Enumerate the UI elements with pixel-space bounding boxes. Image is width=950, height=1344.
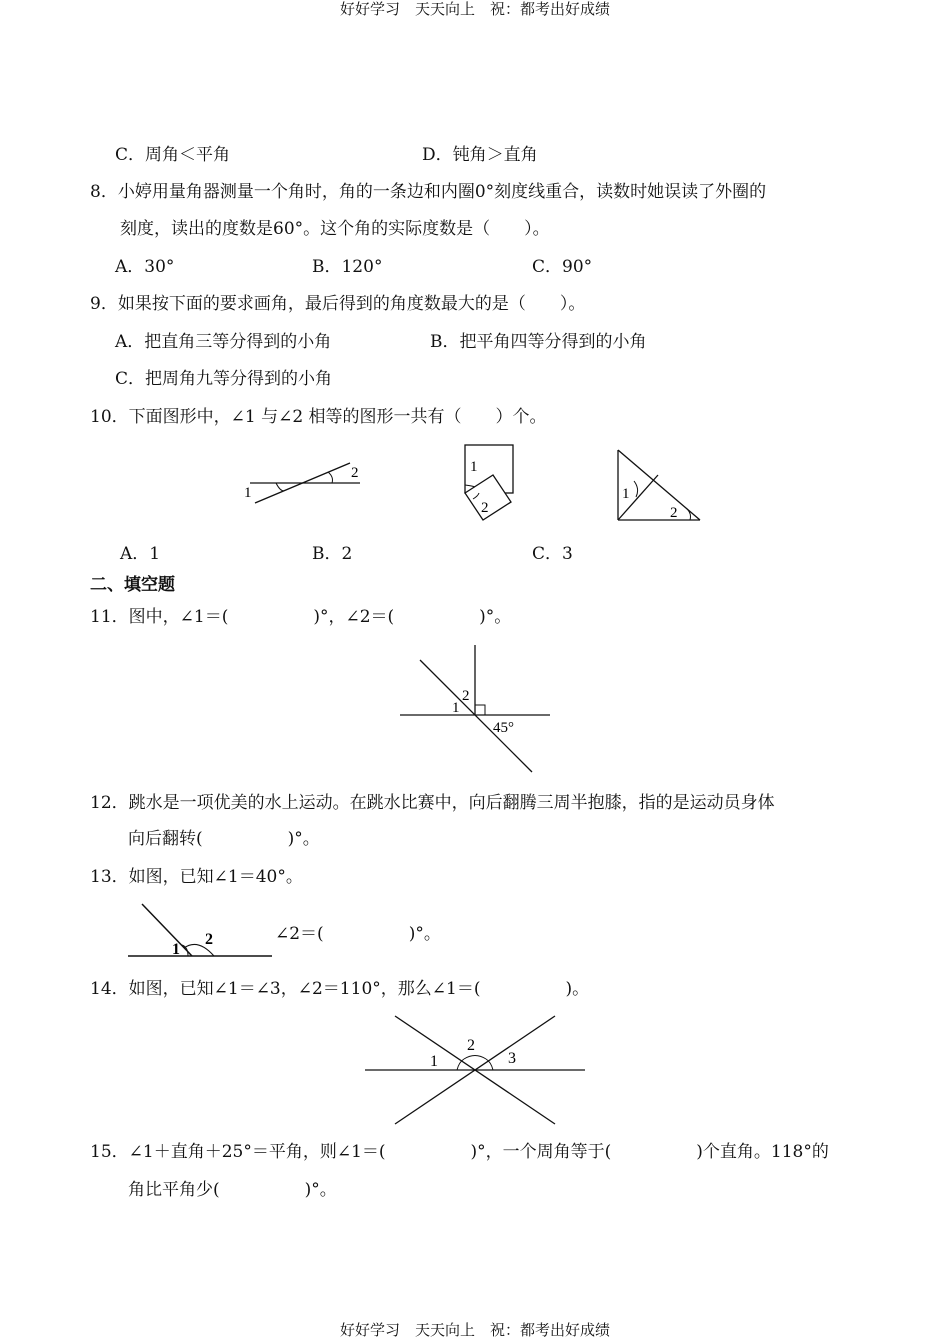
q10-fig3-label-2: 2 [670,505,678,521]
q13-figure [122,898,277,963]
q8-text-line2: 刻度，读出的度数是60°。这个角的实际度数是（ ）。 [120,219,550,239]
page-header: 好好学习 天天向上 祝：都考出好成绩 [339,0,610,18]
q10-fig2-label-2: 2 [481,500,489,516]
q14-figure [360,1008,590,1128]
q11-label-2: 2 [462,688,470,704]
q8-text-line1: 8．小婷用量角器测量一个角时，角的一条边和内圈0°刻度线重合，读数时她误读了外圈的 [90,182,767,202]
q9-option-b: B．把平角四等分得到的小角 [430,332,647,352]
q10-option-b: B．2 [312,544,353,564]
q10-figure-2 [455,440,525,525]
q8-option-c: C．90° [532,257,593,277]
q10-option-c: C．3 [532,544,573,564]
q13-label-1: 1 [172,941,180,958]
page-footer: 好好学习 天天向上 祝：都考出好成绩 [339,1321,610,1339]
q10-fig1-label-2: 2 [351,465,359,481]
q11-figure [395,640,560,775]
q14-text-line1: 14．如图，已知∠1＝∠3，∠2＝110°，那么∠1＝( )。 [90,979,590,999]
q13-label-2: 2 [205,931,213,948]
q8-option-b: B．120° [312,257,383,277]
q10-figure-1 [240,455,370,515]
q10-text-line1: 10．下面图形中，∠1 与∠2 相等的图形一共有（ ）个。 [90,407,547,427]
q11-label-45: 45° [493,720,514,736]
q10-fig3-label-1: 1 [622,486,630,502]
q11-label-1: 1 [452,700,460,716]
q15-text-line2: 角比平角少( )°。 [128,1180,337,1200]
q10-figure-3 [610,445,710,525]
q14-label-1: 1 [430,1053,438,1070]
q10-option-a: A．1 [120,544,161,564]
q11-text-line1: 11．图中，∠1＝( )°，∠2＝( )°。 [90,607,512,627]
q12-text-line1: 12．跳水是一项优美的水上运动。在跳水比赛中，向后翻腾三周半抱膝，指的是运动员身体 [90,793,775,813]
q7-option-c: C．周角＜平角 [115,145,231,165]
q9-option-c: C．把周角九等分得到的小角 [115,369,333,389]
q13-answer: ∠2＝( )°。 [275,924,441,944]
q12-text-line2: 向后翻转( )°。 [128,829,320,849]
q14-label-3: 3 [508,1050,516,1067]
q9-text-line1: 9．如果按下面的要求画角，最后得到的角度数最大的是（ ）。 [90,294,586,314]
q8-option-a: A．30° [115,257,175,277]
q10-fig1-label-1: 1 [244,485,252,501]
section-title-fill-in: 二、填空题 [90,575,175,595]
q14-label-2: 2 [467,1037,475,1054]
q15-text-line1: 15．∠1＋直角＋25°＝平角，则∠1＝( )°，一个周角等于( )个直角。118°的 [90,1142,829,1162]
q10-fig2-label-1: 1 [470,459,478,475]
q13-text-line1: 13．如图，已知∠1＝40°。 [90,867,303,887]
q9-option-a: A．把直角三等分得到的小角 [115,332,332,352]
q7-option-d: D．钝角＞直角 [422,145,538,165]
